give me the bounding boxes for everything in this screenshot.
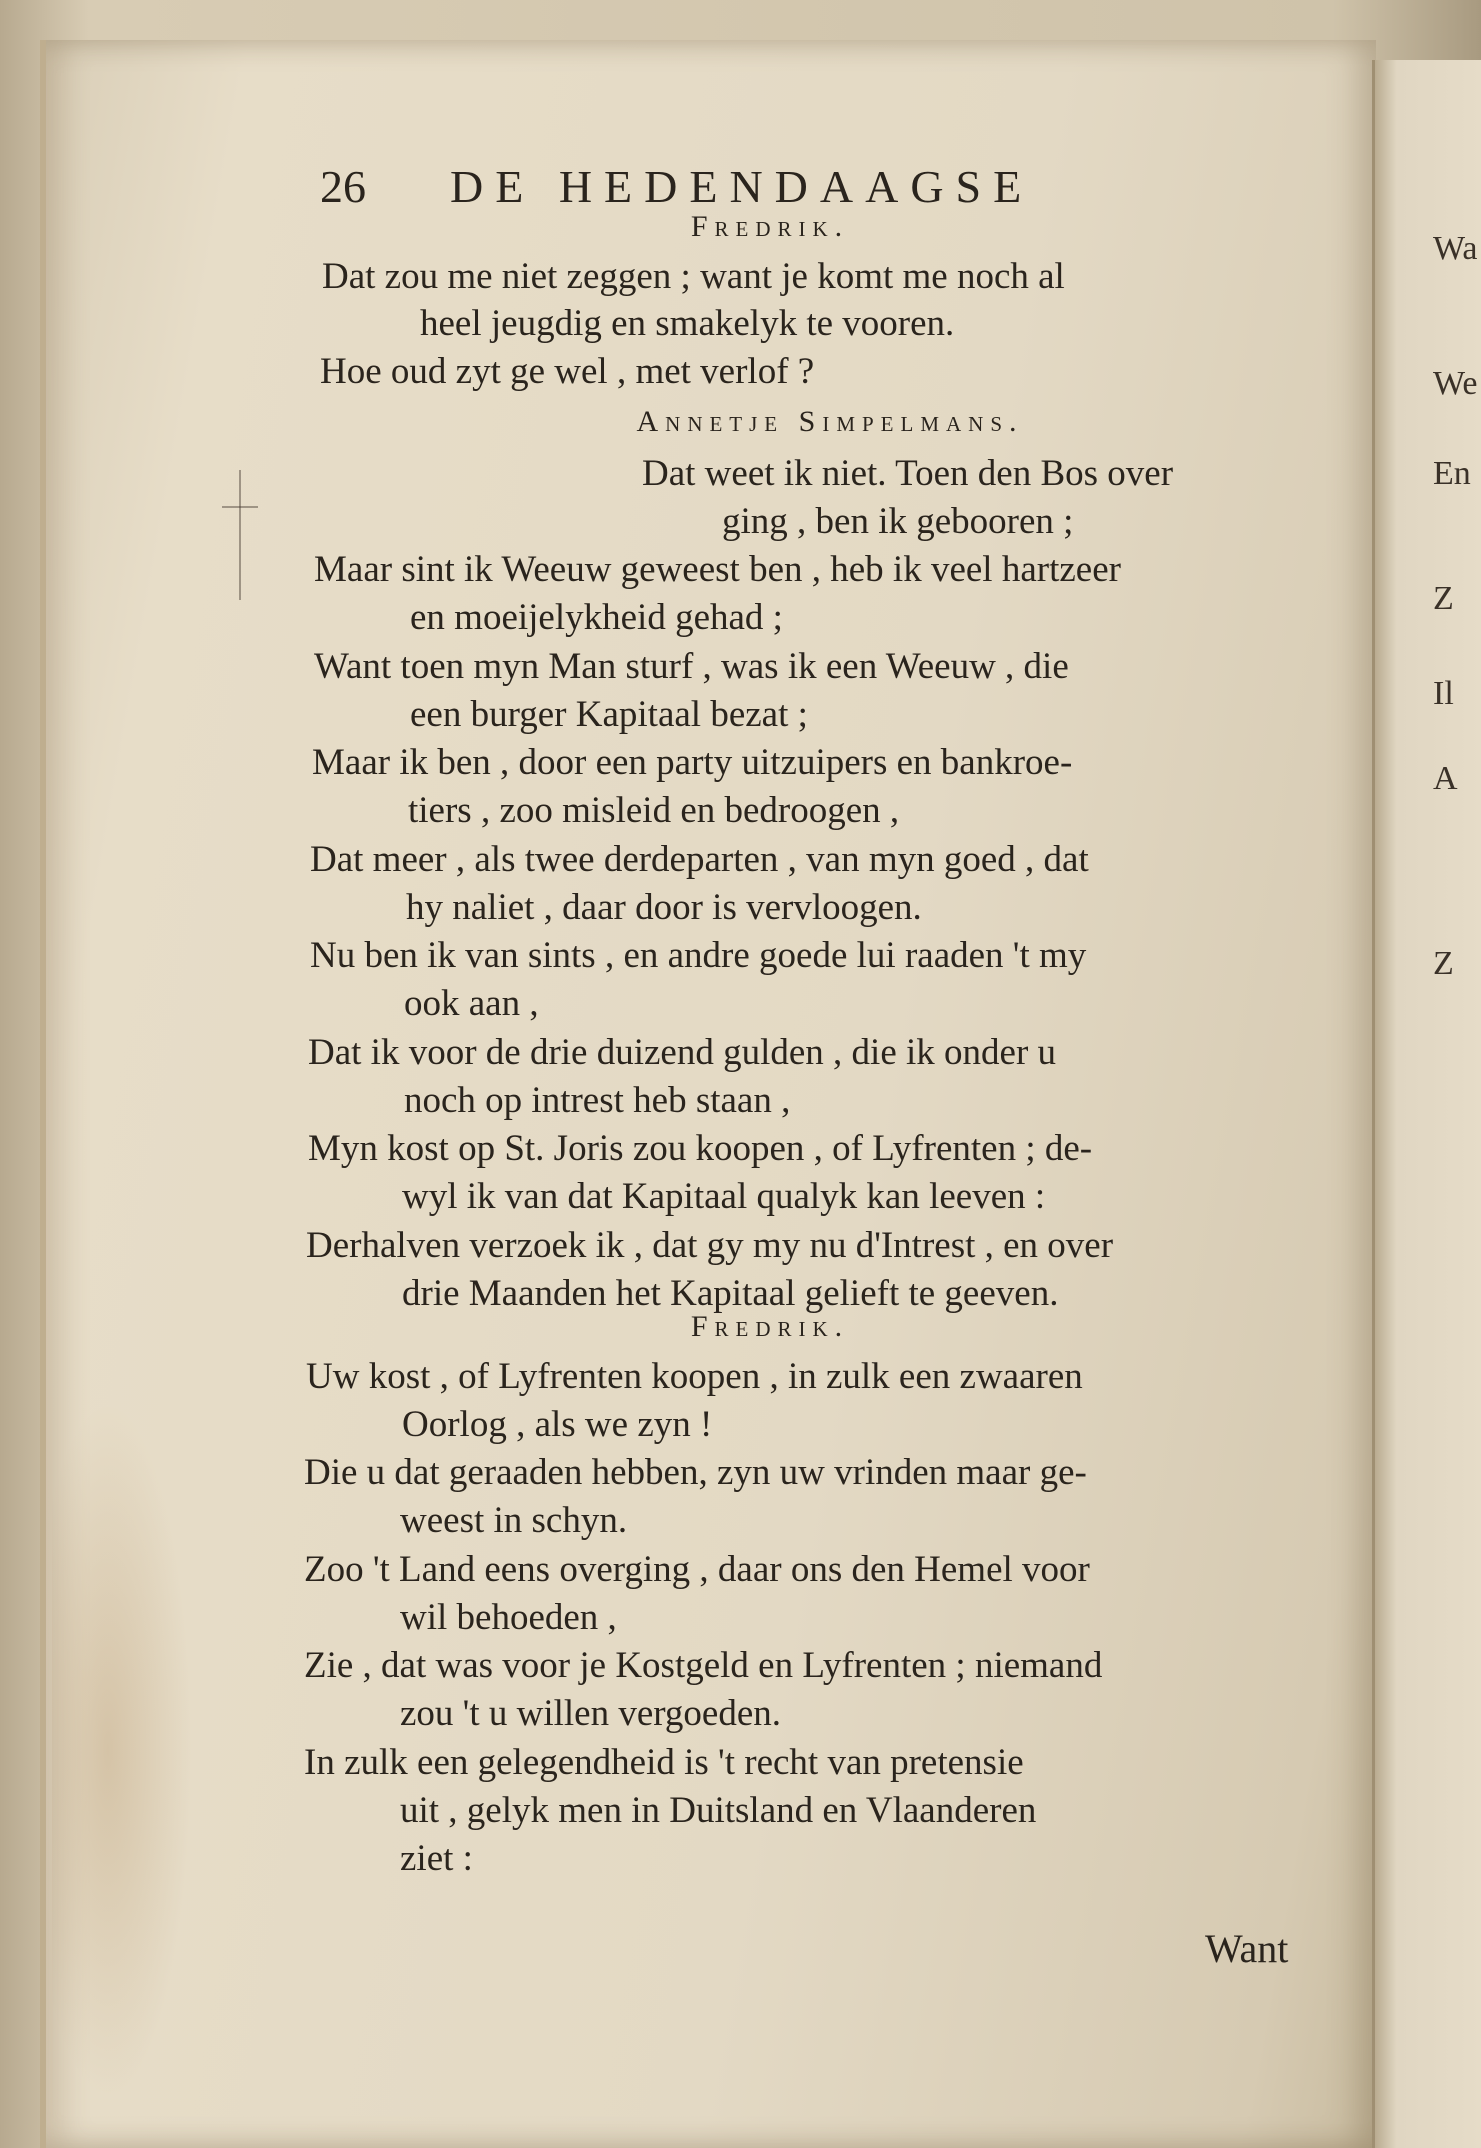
- pencil-cross-mark: [222, 470, 258, 600]
- facing-fragment: Wa: [1433, 230, 1478, 267]
- verse-line: ziet :: [400, 1838, 473, 1879]
- verse-line: drie Maanden het Kapitaal gelieft te geeven.: [402, 1273, 1059, 1314]
- catchword: Want: [1205, 1926, 1289, 1971]
- verse-line: Maar sint ik Weeuw geweest ben , heb ik veel hartzeer: [314, 549, 1121, 590]
- verse-line: een burger Kapitaal bezat ;: [410, 694, 808, 735]
- facing-page: [1372, 60, 1481, 2148]
- verse-line: Uw kost , of Lyfrenten koopen , in zulk een zwaaren: [306, 1356, 1083, 1397]
- verse-line: heel jeugdig en smakelyk te vooren.: [420, 303, 955, 344]
- facing-fragment: Z: [1433, 945, 1454, 982]
- verse-line: ook aan ,: [404, 983, 539, 1024]
- verse-line: wyl ik van dat Kapitaal qualyk kan leeven :: [402, 1176, 1046, 1217]
- facing-fragment: En: [1433, 455, 1471, 492]
- verse-line: Hoe oud zyt ge wel , met verlof ?: [320, 351, 815, 392]
- verse-line: hy naliet , daar door is vervloogen.: [406, 887, 922, 928]
- speaker-name: Fredrik.: [690, 210, 850, 243]
- verse-line: Dat ik voor de drie duizend gulden , die ik onder u: [308, 1032, 1057, 1073]
- facing-fragment: We: [1433, 365, 1478, 402]
- speaker-name: Annetje Simpelmans.: [636, 405, 1024, 438]
- speaker-name: Fredrik.: [690, 1310, 850, 1343]
- verse-line: Dat zou me niet zeggen ; want je komt me noch al: [322, 256, 1065, 297]
- verse-line: Nu ben ik van sints , en andre goede lui raaden 't my: [310, 935, 1087, 976]
- verse-line: Want toen myn Man sturf , was ik een Weeuw , die: [314, 646, 1069, 687]
- verse-line: Derhalven verzoek ik , dat gy my nu d'Intrest , en over: [306, 1225, 1114, 1266]
- verse-line: weest in schyn.: [400, 1500, 628, 1541]
- page-number: 26: [320, 161, 366, 212]
- page-stain: [52, 1400, 192, 2100]
- verse-line: Dat meer , als twee derdeparten , van myn goed , dat: [310, 839, 1089, 880]
- verse-line: Zoo 't Land eens overging , daar ons den Hemel voor: [304, 1549, 1090, 1590]
- verse-line: Die u dat geraaden hebben, zyn uw vrinden maar ge-: [304, 1452, 1087, 1493]
- facing-fragment: Z: [1433, 580, 1454, 617]
- facing-fragment: A: [1433, 760, 1458, 797]
- verse-line: Maar ik ben , door een party uitzuipers en bankroe-: [312, 742, 1073, 783]
- verse-line: ging , ben ik gebooren ;: [722, 501, 1074, 542]
- verse-line: en moeijelykheid gehad ;: [410, 597, 783, 638]
- running-title: DE HEDENDAAGSE: [450, 161, 1034, 212]
- verse-line: tiers , zoo misleid en bedroogen ,: [408, 790, 900, 831]
- verse-line: Dat weet ik niet. Toen den Bos over: [642, 453, 1174, 494]
- verse-line: In zulk een gelegendheid is 't recht van pretensie: [304, 1742, 1024, 1783]
- verse-line: noch op intrest heb staan ,: [404, 1080, 791, 1121]
- verse-line: zou 't u willen vergoeden.: [400, 1693, 782, 1734]
- verse-line: wil behoeden ,: [400, 1597, 617, 1638]
- verse-line: Oorlog , als we zyn !: [402, 1404, 713, 1445]
- verse-line: uit , gelyk men in Duitsland en Vlaanderen: [400, 1790, 1037, 1831]
- facing-fragment: Il: [1433, 675, 1454, 712]
- verse-line: Myn kost op St. Joris zou koopen , of Lyfrenten ; de-: [308, 1128, 1093, 1169]
- verse-line: Zie , dat was voor je Kostgeld en Lyfrenten ; niemand: [304, 1645, 1103, 1686]
